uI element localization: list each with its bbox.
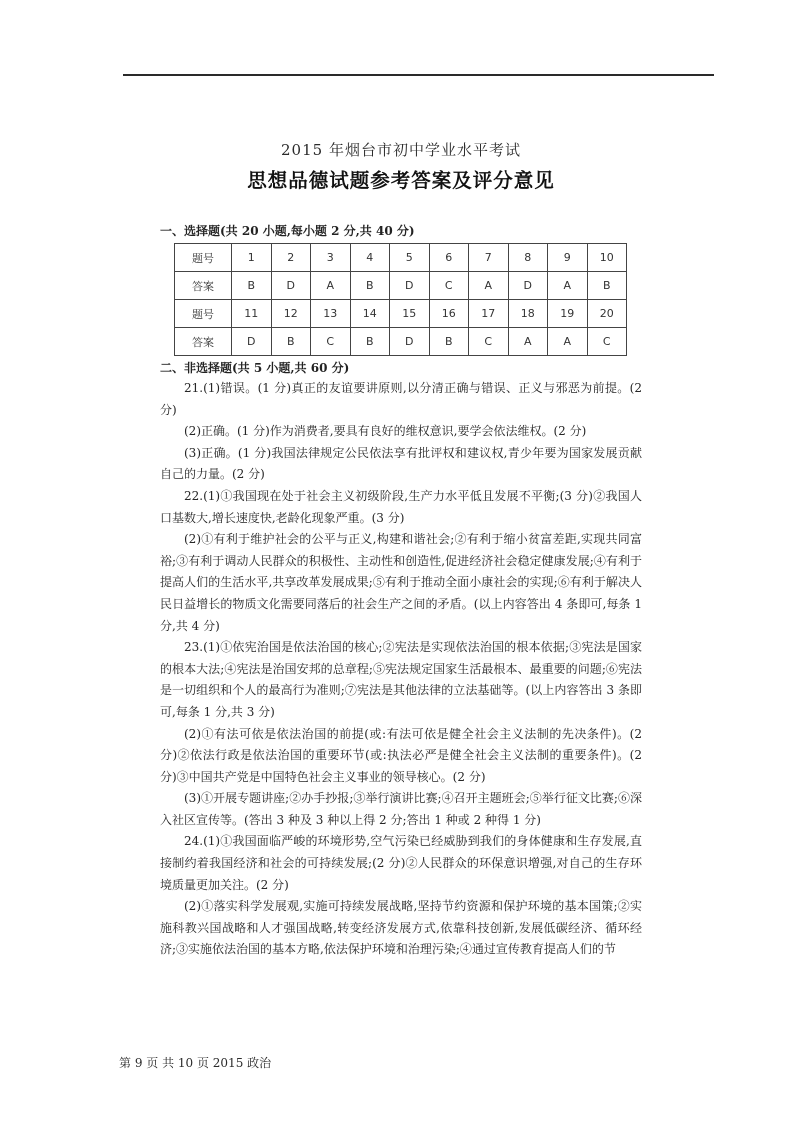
answer-table xyxy=(174,243,627,356)
table-cell: B xyxy=(350,272,390,300)
table-cell: A xyxy=(311,272,351,300)
table-row xyxy=(175,300,627,328)
table-cell: 20 xyxy=(587,300,627,328)
answer-paragraph: (3)正确。(1 分)我国法律规定公民依法享有批评权和建议权,青少年要为国家发展贡献自己的力量。(2 分) xyxy=(160,445,642,482)
table-cell: 17 xyxy=(469,300,509,328)
table-cell: 5 xyxy=(390,244,430,272)
table-cell: 10 xyxy=(587,244,627,272)
answer-paragraph: (2)①有法可依是依法治国的前提(或:有法可依是健全社会主义法制的先决条件)。(2 分)②依法行政是依法治国的重要环节(或:执法必严是健全社会主义法制的重要条件)。(2 分)③中国共产党是中国特色社会主义事业的领导核心。(2 分) xyxy=(160,726,642,784)
document-title: 思想品德试题参考答案及评分意见 xyxy=(247,169,555,192)
answer-paragraph: (3)①开展专题讲座;②办手抄报;③举行演讲比赛;④召开主题班会;⑤举行征文比赛;⑥深入社区宣传等。(答出 3 种及 3 种以上得 2 分;答出 1 种或 2 种得 1 分) xyxy=(160,791,642,827)
table-cell: D xyxy=(390,272,430,300)
table-cell: C xyxy=(587,328,627,356)
answer-paragraph: (2)①落实科学发展观,实施可持续发展战略,坚持节约资源和保护环境的基本国策;②实施科教兴国战略和人才强国战略,转变经济发展方式,依靠科技创新,发展低碳经济、循环经济;③实施依法治国的基本方略,依法保护环境和治理污染;④通过宣传教育提高人们的节 xyxy=(160,899,642,957)
table-cell: B xyxy=(232,272,272,300)
table-cell: A xyxy=(548,272,588,300)
answer-paragraph: 23.(1)①依宪治国是依法治国的核心;②宪法是实现依法治国的根本依据;③宪法是国家的根本大法;④宪法是治国安邦的总章程;⑤宪法规定国家生活最根本、最重要的问题;⑥宪法是一切组织和个人的最高行为准则;⑦宪法是其他法律的立法基础等。(以上内容答出 3 条即可,每条 1 分,共 3 分) xyxy=(160,640,642,719)
table-cell: A xyxy=(548,328,588,356)
answer-paragraph: (2)正确。(1 分)作为消费者,要具有良好的维权意识,要学会依法维权。(2 分) xyxy=(184,424,587,439)
table-row xyxy=(175,272,627,300)
table-cell: 18 xyxy=(508,300,548,328)
table-cell: C xyxy=(469,328,509,356)
answer-paragraph: 21.(1)错误。(1 分)真正的友谊要讲原则,以分清正确与错误、正义与邪恶为前提。(2 分) xyxy=(160,381,642,417)
table-cell: D xyxy=(508,272,548,300)
table-cell: D xyxy=(390,328,430,356)
table-cell: B xyxy=(350,328,390,356)
exam-title: 2015 年烟台市初中学业水平考试 xyxy=(281,141,521,159)
table-cell: C xyxy=(311,328,351,356)
row-label: 题号 xyxy=(175,244,232,272)
table-cell: 14 xyxy=(350,300,390,328)
table-cell: 3 xyxy=(311,244,351,272)
table-cell: A xyxy=(469,272,509,300)
table-cell: A xyxy=(508,328,548,356)
table-cell: B xyxy=(429,328,469,356)
row-label: 答案 xyxy=(175,272,232,300)
page-footer: 第 9 页 共 10 页 2015 政治 xyxy=(119,1056,272,1070)
table-cell: 15 xyxy=(390,300,430,328)
answer-body xyxy=(160,378,642,961)
table-row xyxy=(175,244,627,272)
table-cell: B xyxy=(587,272,627,300)
table-cell: C xyxy=(429,272,469,300)
table-cell: 6 xyxy=(429,244,469,272)
answer-paragraph: 24.(1)①我国面临严峻的环境形势,空气污染已经威胁到我们的身体健康和生存发展,直接制约着我国经济和社会的可持续发展;(2 分)②人民群众的环保意识增强,对自己的生存环境质量更加关注。(2 分) xyxy=(160,834,642,892)
row-label: 答案 xyxy=(175,328,232,356)
table-cell: 19 xyxy=(548,300,588,328)
header-rule xyxy=(123,74,714,76)
table-cell: 8 xyxy=(508,244,548,272)
table-cell: 2 xyxy=(271,244,311,272)
table-cell: D xyxy=(232,328,272,356)
table-cell: 13 xyxy=(311,300,351,328)
table-cell: 11 xyxy=(232,300,272,328)
answer-paragraph: (2)①有利于维护社会的公平与正义,构建和谐社会;②有利于缩小贫富差距,实现共同富裕;③有利于调动人民群众的积极性、主动性和创造性,促进经济社会稳定健康发展;④有利于提高人们的生活水平,共享改革发展成果;⑤有利于推动全面小康社会的实现;⑥有利于解决人民日益增长的物质文化需要同落后的社会生产之间的矛盾。(以上内容答出 4 条即可,每条 1 分,共 4 分) xyxy=(160,532,642,633)
table-cell: 9 xyxy=(548,244,588,272)
section1-heading: 一、选择题(共 20 小题,每小题 2 分,共 40 分) xyxy=(160,224,415,238)
table-cell: D xyxy=(271,272,311,300)
table-cell: 1 xyxy=(232,244,272,272)
table-cell: 16 xyxy=(429,300,469,328)
answer-paragraph: 22.(1)①我国现在处于社会主义初级阶段,生产力水平低且发展不平衡;(3 分)②我国人口基数大,增长速度快,老龄化现象严重。(3 分) xyxy=(160,488,642,525)
table-cell: 4 xyxy=(350,244,390,272)
section2-heading: 二、非选择题(共 5 小题,共 60 分) xyxy=(160,361,350,375)
table-row xyxy=(175,328,627,356)
table-cell: 7 xyxy=(469,244,509,272)
table-cell: B xyxy=(271,328,311,356)
table-cell: 12 xyxy=(271,300,311,328)
row-label: 题号 xyxy=(175,300,232,328)
